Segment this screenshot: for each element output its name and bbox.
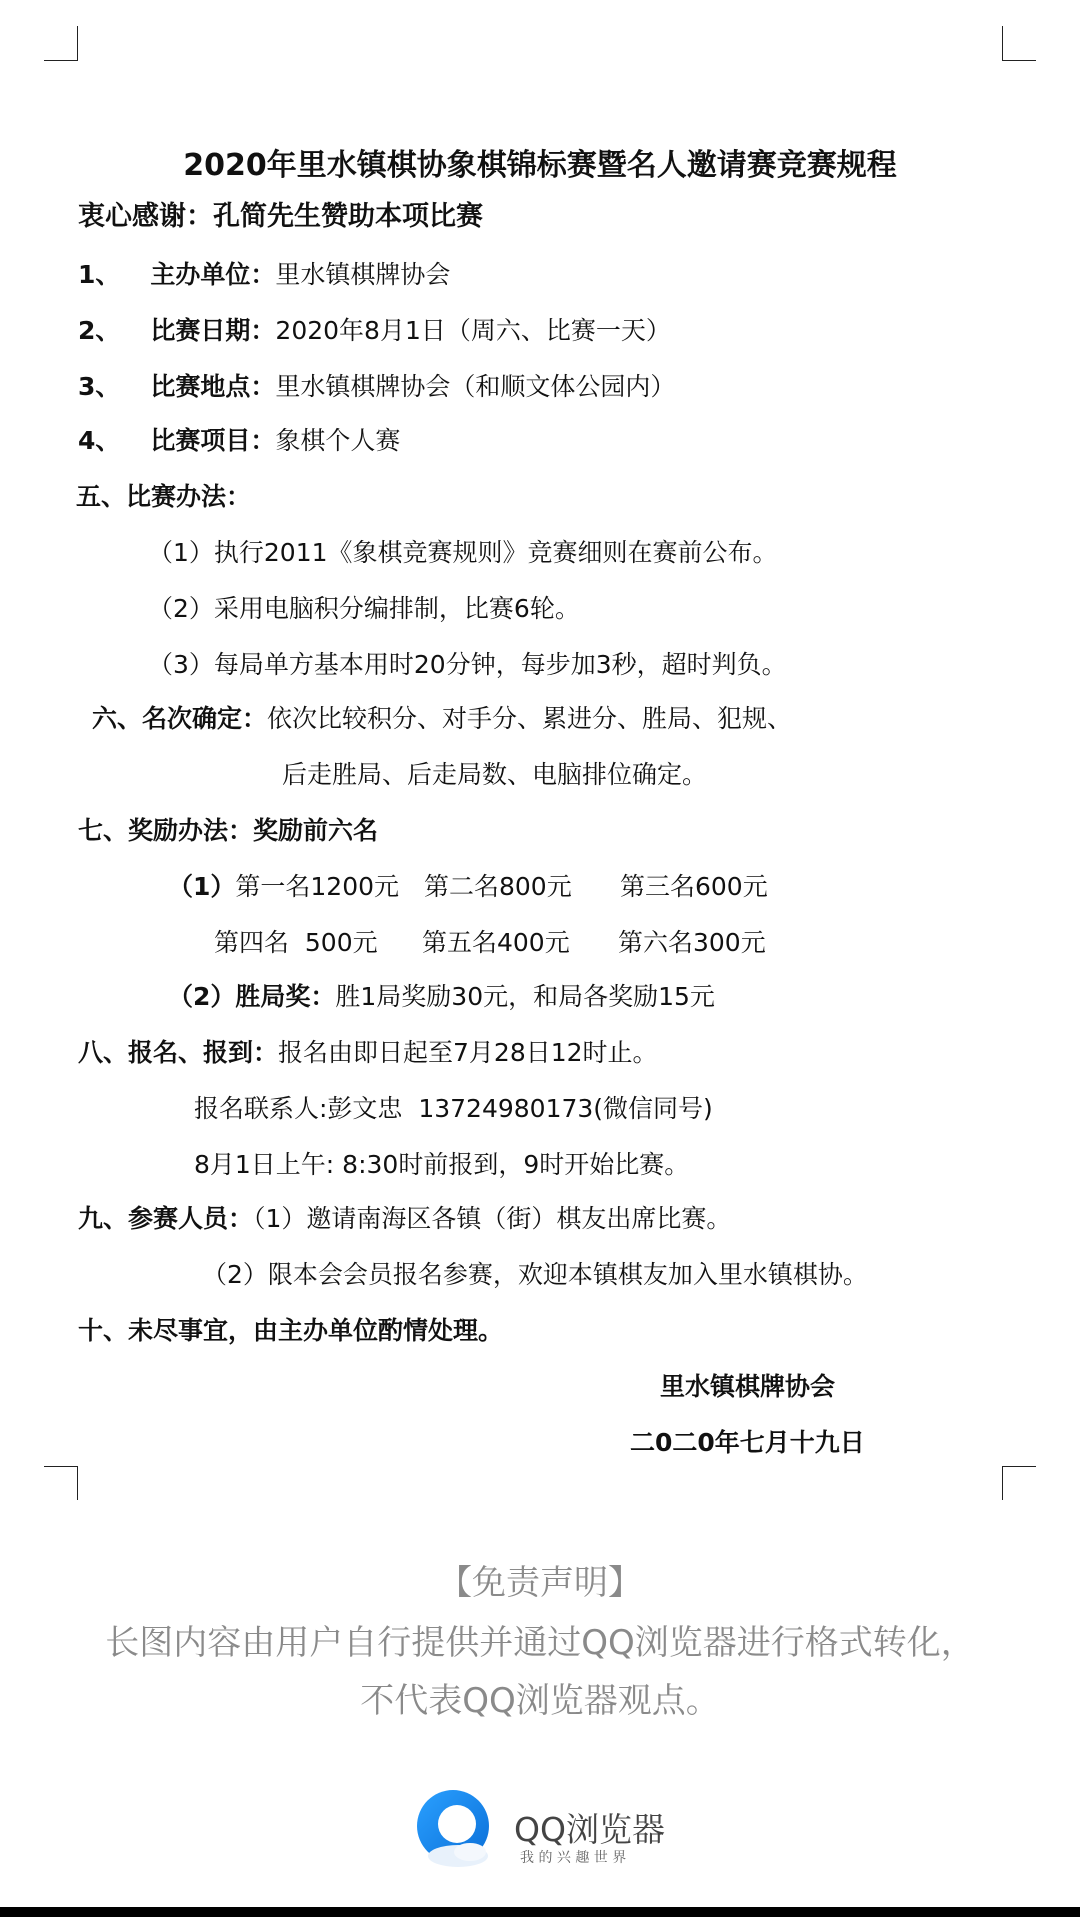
section-5-line: （3）每局单方基本用时20分钟，每步加3秒，超时判负。 [148,650,787,679]
section-5-line: （1）执行2011《象棋竞赛规则》竞赛细则在赛前公布。 [148,538,778,567]
item-venue [78,374,675,399]
section-5-line: （2）采用电脑积分编排制，比赛6轮。 [148,594,580,623]
section-8 [78,1040,658,1065]
disclaimer-line: 长图内容由用户自行提供并通过QQ浏览器进行格式转化， [105,1623,975,1663]
crop-mark-bottom-left-v [77,1466,78,1500]
prize-value: 胜1局奖励30元，和局各奖励15元 [335,982,715,1011]
item-label: 主办单位： [150,260,276,289]
signature-org: 里水镇棋牌协会 [660,1372,836,1401]
section-6 [92,706,792,731]
section-9-line: （2）限本会会员报名参赛，欢迎本镇棋友加入里水镇棋协。 [202,1260,868,1289]
item-label: 比赛项目： [150,426,276,455]
document-title: 2020年里水镇棋协象棋锦标赛暨名人邀请赛竞赛规程 [183,148,897,183]
crop-mark-bottom-right-h [1002,1466,1036,1467]
section-6-line: 依次比较积分、对手分、累进分、胜局、犯规、 [267,704,793,733]
thanks-line: 衷心感谢：孔简先生赞助本项比赛 [78,201,483,232]
bottom-bar [0,1907,1080,1917]
section-8-heading: 八、报名、报到： [78,1038,279,1067]
prize: 第一名1200元 [235,872,400,901]
item-event [78,428,400,453]
section-9 [78,1206,731,1231]
prize-label: （2）胜局奖： [168,982,336,1011]
brand-slogan: 我 的 兴 趣 世 界 [520,1850,627,1866]
crop-mark-top-left-v [77,26,78,60]
section-10: 十、未尽事宜，由主办单位酌情处理。 [78,1316,504,1345]
section-7-heading: 七、奖励办法：奖励前六名 [78,816,379,845]
section-8-line: 报名由即日起至7月28日12时止。 [278,1038,658,1067]
item-number: 3、 [78,372,121,401]
prize: 第二名800元 [424,872,572,901]
item-date [78,318,671,343]
crop-mark-top-left-h [44,60,78,61]
signature-date: 二0二0年七月十九日 [630,1428,865,1457]
prize: 第四名 500元 [214,928,378,957]
item-value: 2020年8月1日（周六、比赛一天） [275,316,671,345]
crop-mark-top-right-h [1002,60,1036,61]
section-9-line: （1）邀请南海区各镇（街）棋友出席比赛。 [253,1204,732,1233]
disclaimer-title: 【免责声明】 [438,1563,642,1603]
item-label: 比赛日期： [150,316,276,345]
section-8-line: 报名联系人:彭文忠 13724980173(微信同号) [194,1094,713,1123]
crop-mark-bottom-right-v [1002,1466,1003,1500]
section-6-line: 后走胜局、后走局数、电脑排位确定。 [282,760,708,789]
section-5-heading: 五、比赛办法： [76,482,252,511]
prize: 第五名400元 [422,928,570,957]
prize: 第六名300元 [618,928,766,957]
brand-name: QQ浏览器 [514,1810,665,1849]
item-value: 里水镇棋牌协会（和顺文体公园内） [275,372,676,401]
section-6-heading: 六、名次确定： [92,704,268,733]
item-label: 比赛地点： [150,372,276,401]
disclaimer-line: 不代表QQ浏览器观点。 [360,1681,720,1721]
prize-label: （1） [168,872,236,901]
qq-browser-logo-icon [412,1788,494,1870]
item-value: 里水镇棋牌协会 [275,260,451,289]
crop-mark-top-right-v [1002,26,1003,60]
section-9-heading: 九、参赛人员： [78,1204,254,1233]
item-number: 4、 [78,426,121,455]
item-number: 2、 [78,316,121,345]
prize-row-1 [168,874,399,899]
crop-mark-bottom-left-h [44,1466,78,1467]
item-organizer [78,262,450,287]
item-number: 1、 [78,260,121,289]
prize-row-2 [168,984,715,1009]
section-8-line: 8月1日上午: 8:30时前报到，9时开始比赛。 [194,1150,690,1179]
prize: 第三名600元 [620,872,768,901]
item-value: 象棋个人赛 [275,426,401,455]
